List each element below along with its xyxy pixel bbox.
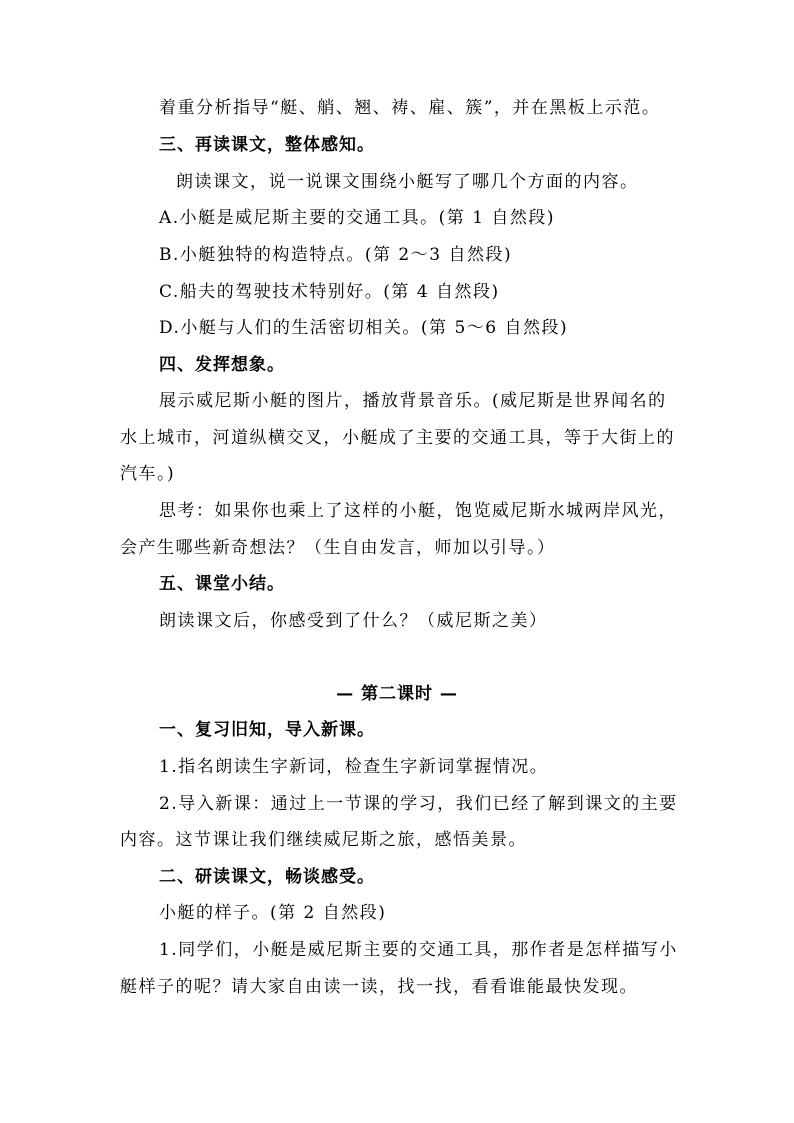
text-line: 水上城市，河道纵横交叉，小艇成了主要的交通工具，等于大街上的 bbox=[120, 428, 675, 448]
list-item: B.小艇独特的构造特点。(第 2～3 自然段) bbox=[159, 245, 513, 265]
section-heading: 三、再读课文，整体感知。 bbox=[159, 135, 375, 155]
text-line: 小艇的样子。(第 2 自然段) bbox=[159, 903, 387, 923]
text-line: 朗读课文后，你感受到了什么？（威尼斯之美） bbox=[159, 611, 548, 631]
text-line: 思考：如果你也乘上了这样的小艇，饱览威尼斯水城两岸风光， bbox=[159, 501, 677, 521]
list-item: 2.导入新课：通过上一节课的学习，我们已经了解到课文的主要 bbox=[159, 794, 678, 814]
section-heading: 五、课堂小结。 bbox=[159, 574, 285, 594]
list-item: A.小艇是威尼斯主要的交通工具。(第 1 自然段) bbox=[159, 208, 556, 228]
text-line: 会产生哪些新奇想法？（生自由发言，师加以引导。） bbox=[120, 538, 556, 558]
lesson-title: — 第二课时 — bbox=[336, 684, 458, 704]
text-line: 艇样子的呢？请大家自由读一读，找一找，看看谁能最快发现。 bbox=[120, 977, 638, 997]
list-item: C.船夫的驾驶技术特别好。(第 4 自然段) bbox=[159, 282, 500, 302]
section-heading: 二、研读课文，畅谈感受。 bbox=[159, 867, 375, 887]
text-line: 着重分析指导“艇、艄、翘、祷、雇、簇”，并在黑板上示范。 bbox=[159, 98, 661, 118]
list-item: 1.同学们，小艇是威尼斯主要的交通工具，那作者是怎样描写小 bbox=[159, 940, 678, 960]
section-heading: 一、复习旧知，导入新课。 bbox=[159, 720, 375, 740]
text-line: 展示威尼斯小艇的图片，播放背景音乐。(威尼斯是世界闻名的 bbox=[159, 391, 667, 411]
text-line: 朗读课文，说一说课文围绕小艇写了哪几个方面的内容。 bbox=[176, 172, 639, 192]
section-heading: 四、发挥想象。 bbox=[159, 355, 285, 375]
list-item: 1.指名朗读生字新词，检查生字新词掌握情况。 bbox=[159, 757, 549, 777]
text-line: 内容。这节课让我们继续威尼斯之旅，感悟美景。 bbox=[120, 830, 527, 850]
text-line: 汽车。) bbox=[120, 464, 176, 484]
list-item: D.小艇与人们的生活密切相关。(第 5～6 自然段) bbox=[159, 318, 569, 338]
